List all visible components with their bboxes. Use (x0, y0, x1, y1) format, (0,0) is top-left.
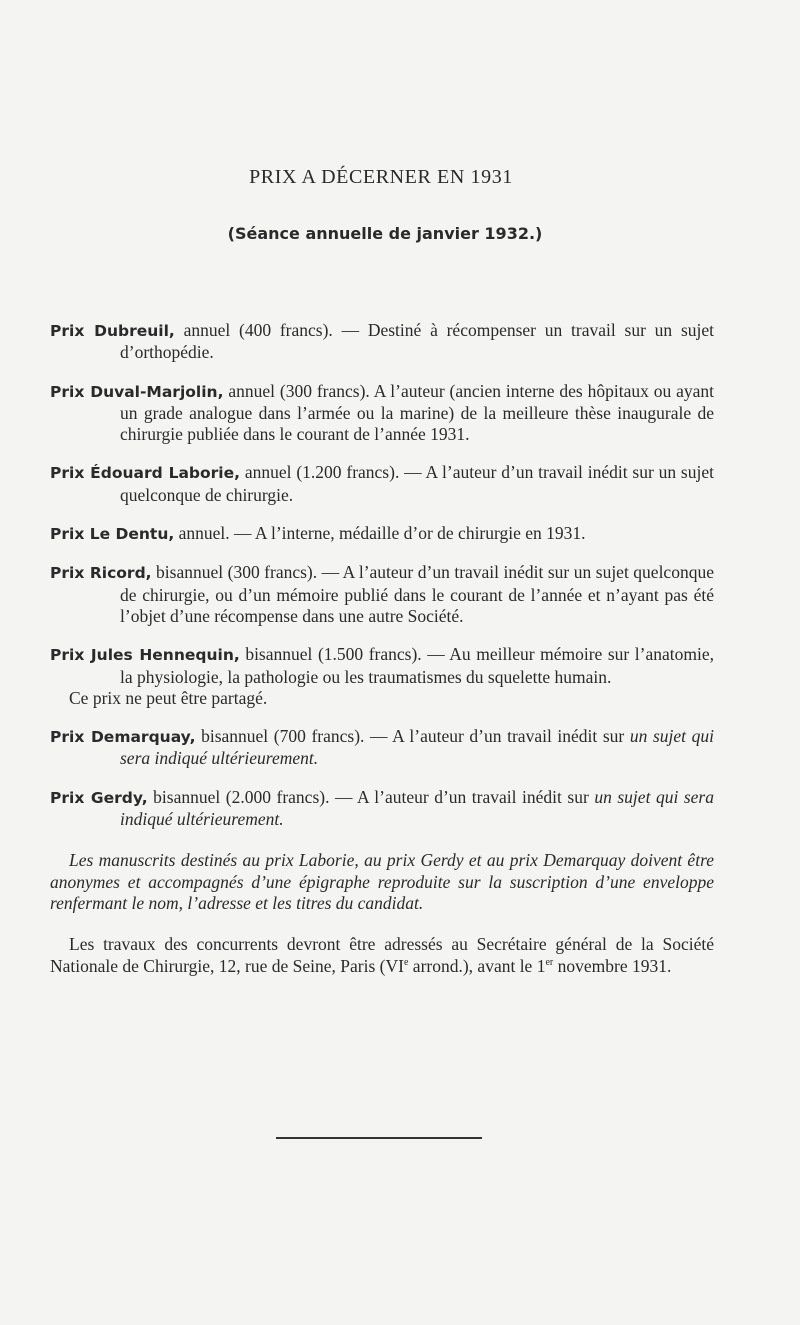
prize-description: annuel (300 francs). A l’auteur (ancien interne des hôpitaux ou ayant un grade analogue dans l’armée ou la marine) de la meilleure thèse inaugurale de chirurgie publiée dans le courant de l’année 1931. (120, 380, 714, 445)
page-subtitle: (Séance annuelle de janvier 1932.) (227, 224, 543, 243)
prize-item-hennequin (50, 644, 714, 688)
prize-name: Prix Duval-Marjolin, (50, 382, 224, 401)
prize-item-ricord (50, 562, 714, 627)
prize-name: Prix Demarquay, (50, 728, 196, 747)
prize-description: annuel. — A l’interne, médaille d’or de chirurgie en 1931. (174, 523, 586, 544)
prize-name: Prix Gerdy, (50, 788, 148, 807)
submission-text: Les travaux des concurrents devront être adressés au Secrétaire général de la Société Nationale de Chirurgie, 12, rue de Seine, Paris (VI (50, 934, 714, 976)
submission-text: novembre 1931. (553, 955, 672, 976)
prize-description: bisannuel (2.000 francs). — A l’auteur d’un travail inédit sur (147, 786, 595, 807)
prize-item-demarquay (50, 726, 714, 770)
prize-description: annuel (1.200 francs). — A l’auteur d’un travail inédit sur un sujet quelconque de chirurgie. (120, 462, 714, 505)
prize-description-italic: un sujet qui sera indiqué ultérieurement. (120, 786, 714, 830)
submission-note (50, 934, 714, 977)
submission-text: arrond.), avant le 1 (408, 955, 546, 976)
ordinal-superscript: er (545, 956, 554, 968)
prize-description: bisannuel (1.500 francs). — Au meilleur mémoire sur l’anatomie, la physiologie, la pathologie ou les traumatismes du squelette humain. (120, 644, 714, 687)
prize-item-le-dentu (50, 523, 714, 545)
prize-description: bisannuel (300 francs). — A l’auteur d’un travail inédit sur un sujet quelconque de chirurgie, ou d’un mémoire publié dans le courant de l’année et n’ayant pas été l’objet d’une récompense dans une autre Société. (120, 562, 714, 626)
prize-description: bisannuel (700 francs). — A l’auteur d’un travail inédit sur (195, 726, 630, 747)
prize-name: Prix Le Dentu, (50, 525, 175, 544)
page-title: PRIX A DÉCERNER EN 1931 (249, 166, 513, 188)
hennequin-note: Ce prix ne peut être partagé. (69, 687, 268, 708)
prize-item-dubreuil (50, 320, 714, 364)
prize-name: Prix Édouard Laborie, (50, 464, 241, 483)
prize-description: annuel (400 francs). — Destiné à récompenser un travail sur un sujet d’orthopédie. (120, 320, 714, 363)
prize-name: Prix Dubreuil, (50, 322, 175, 340)
prize-item-laborie (50, 462, 714, 506)
prize-description-italic: un sujet qui sera indiqué ultérieurement. (120, 726, 714, 769)
prize-item-duval-marjolin (50, 381, 714, 446)
prize-name: Prix Ricord, (50, 564, 152, 583)
prize-name: Prix Jules Hennequin, (50, 646, 240, 665)
ordinal-superscript: e (403, 956, 409, 968)
closing-rule (276, 1137, 482, 1139)
prize-list (50, 320, 714, 977)
prize-item-gerdy (50, 787, 714, 831)
manuscripts-note: Les manuscrits destinés au prix Laborie, au prix Gerdy et au prix Demarquay doivent être anonymes et accompagnés d’une épigraphe reproduite sur la suscription d’une enveloppe renfermant le nom, l’adresse et les titres du candidat. (50, 850, 714, 913)
